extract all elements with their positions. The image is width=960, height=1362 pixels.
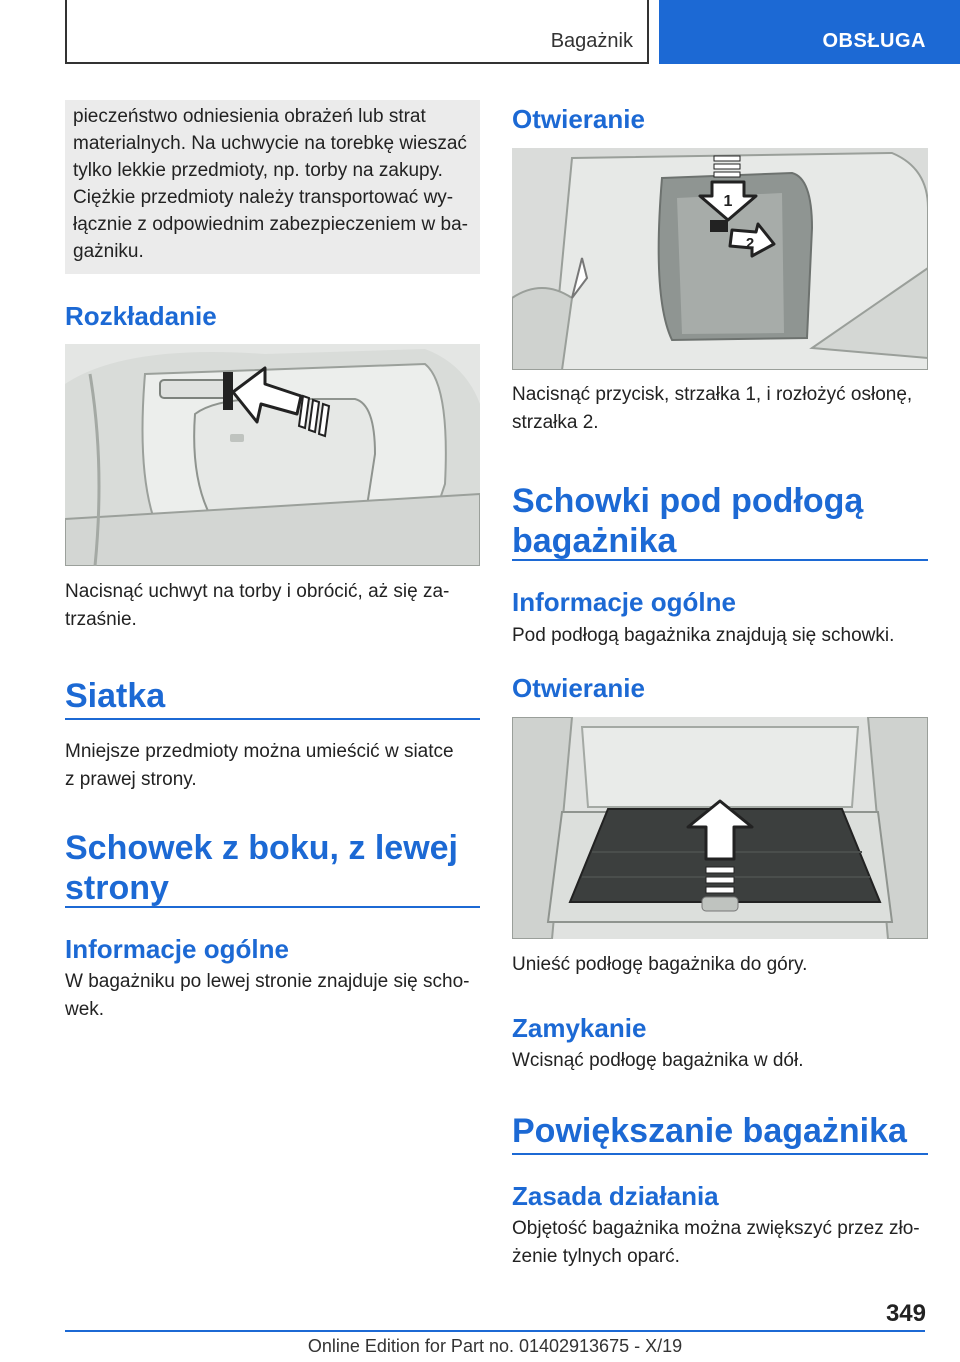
heading-schowek [65,828,480,908]
footer-edition: Online Edition for Part no. 01402913675 - X/19 [307,1336,683,1356]
header-section-title: Bagażnik [550,30,633,52]
side-compartment-illustration [512,148,928,370]
note-line: łącznie z odpowiednim zabezpieczeniem w ba- [73,214,468,235]
heading-informacje-left: Informacje ogólne [65,934,289,964]
text-line: Nacisnąć przycisk, strzałka 1, i rozłożyć osłonę, [512,384,913,405]
arrow-label-1: 1 [723,193,733,210]
trunk-floor-illustration [512,717,928,939]
paragraph-informacje-left [65,968,480,1024]
heading-siatka: Siatka [65,677,166,715]
paragraph-otwieranie [512,381,928,437]
note-line: materialnych. Na uchwycie na torebkę wieszać [73,133,467,154]
note-line: Ciężkie przedmioty należy transportować wy- [73,187,454,208]
figure-side-compartment [512,148,928,370]
heading-rule [512,1153,928,1155]
heading-zamykanie: Zamykanie [512,1013,647,1043]
paragraph-informacje-right: Pod podłogą bagażnika znajdują się schowki. [512,625,895,646]
heading-rule [65,906,480,908]
note-line: gażniku. [73,241,144,262]
text-line: żenie tylnych oparć. [512,1246,680,1267]
heading-line: Schowki pod podłogą [512,482,864,520]
paragraph-rozkladanie [65,578,480,634]
heading-rozkladanie: Rozkładanie [65,301,217,331]
heading-zasada: Zasada działania [512,1181,719,1211]
heading-informacje-right: Informacje ogólne [512,587,736,617]
text-line: Objętość bagażnika można zwiększyć przez zło- [512,1218,920,1239]
heading-line: Schowek z boku, z lewej [65,829,458,867]
note-line: pieczeństwo odniesienia obrażeń lub strat [73,106,426,127]
figure-trunk-floor [512,717,928,939]
header-chapter-tab [659,0,960,64]
text-line: wek. [65,999,105,1020]
text-line: z prawej strony. [65,769,197,790]
page-number: 349 [885,1300,926,1327]
bag-hook-illustration [65,344,480,566]
paragraph-siatka [65,738,480,794]
text-line: Mniejsze przedmioty można umieścić w siatce [65,741,454,762]
text-line: Nacisnąć uchwyt na torby i obrócić, aż się za- [65,581,450,602]
paragraph-otwieranie-floor: Unieść podłogę bagażnika do góry. [512,954,808,975]
text-line: W bagażniku po lewej stronie znajduje się scho- [65,971,470,992]
heading-rule [65,718,480,720]
header-section-tab [65,0,649,64]
heading-otwieranie: Otwieranie [512,104,645,134]
footer-rule [65,1330,925,1332]
paragraph-zamykanie: Wcisnąć podłogę bagażnika w dół. [512,1050,804,1071]
heading-otwieranie-floor: Otwieranie [512,673,645,703]
heading-line: bagażnika [512,522,677,560]
text-line: strzałka 2. [512,412,599,433]
arrow-label-2: 2 [745,235,755,252]
heading-line: strony [65,869,169,907]
note-line: tylko lekkie przedmioty, np. torby na zakupy. [73,160,443,181]
text-line: trzaśnie. [65,609,137,630]
heading-schowki [512,481,928,561]
heading-powiekszanie: Powiększanie bagażnika [512,1112,907,1150]
header-chapter-title: OBSŁUGA [822,30,926,52]
heading-rule [512,559,928,561]
paragraph-zasada [512,1215,928,1271]
warning-note-box [65,100,480,274]
figure-bag-hook [65,344,480,566]
